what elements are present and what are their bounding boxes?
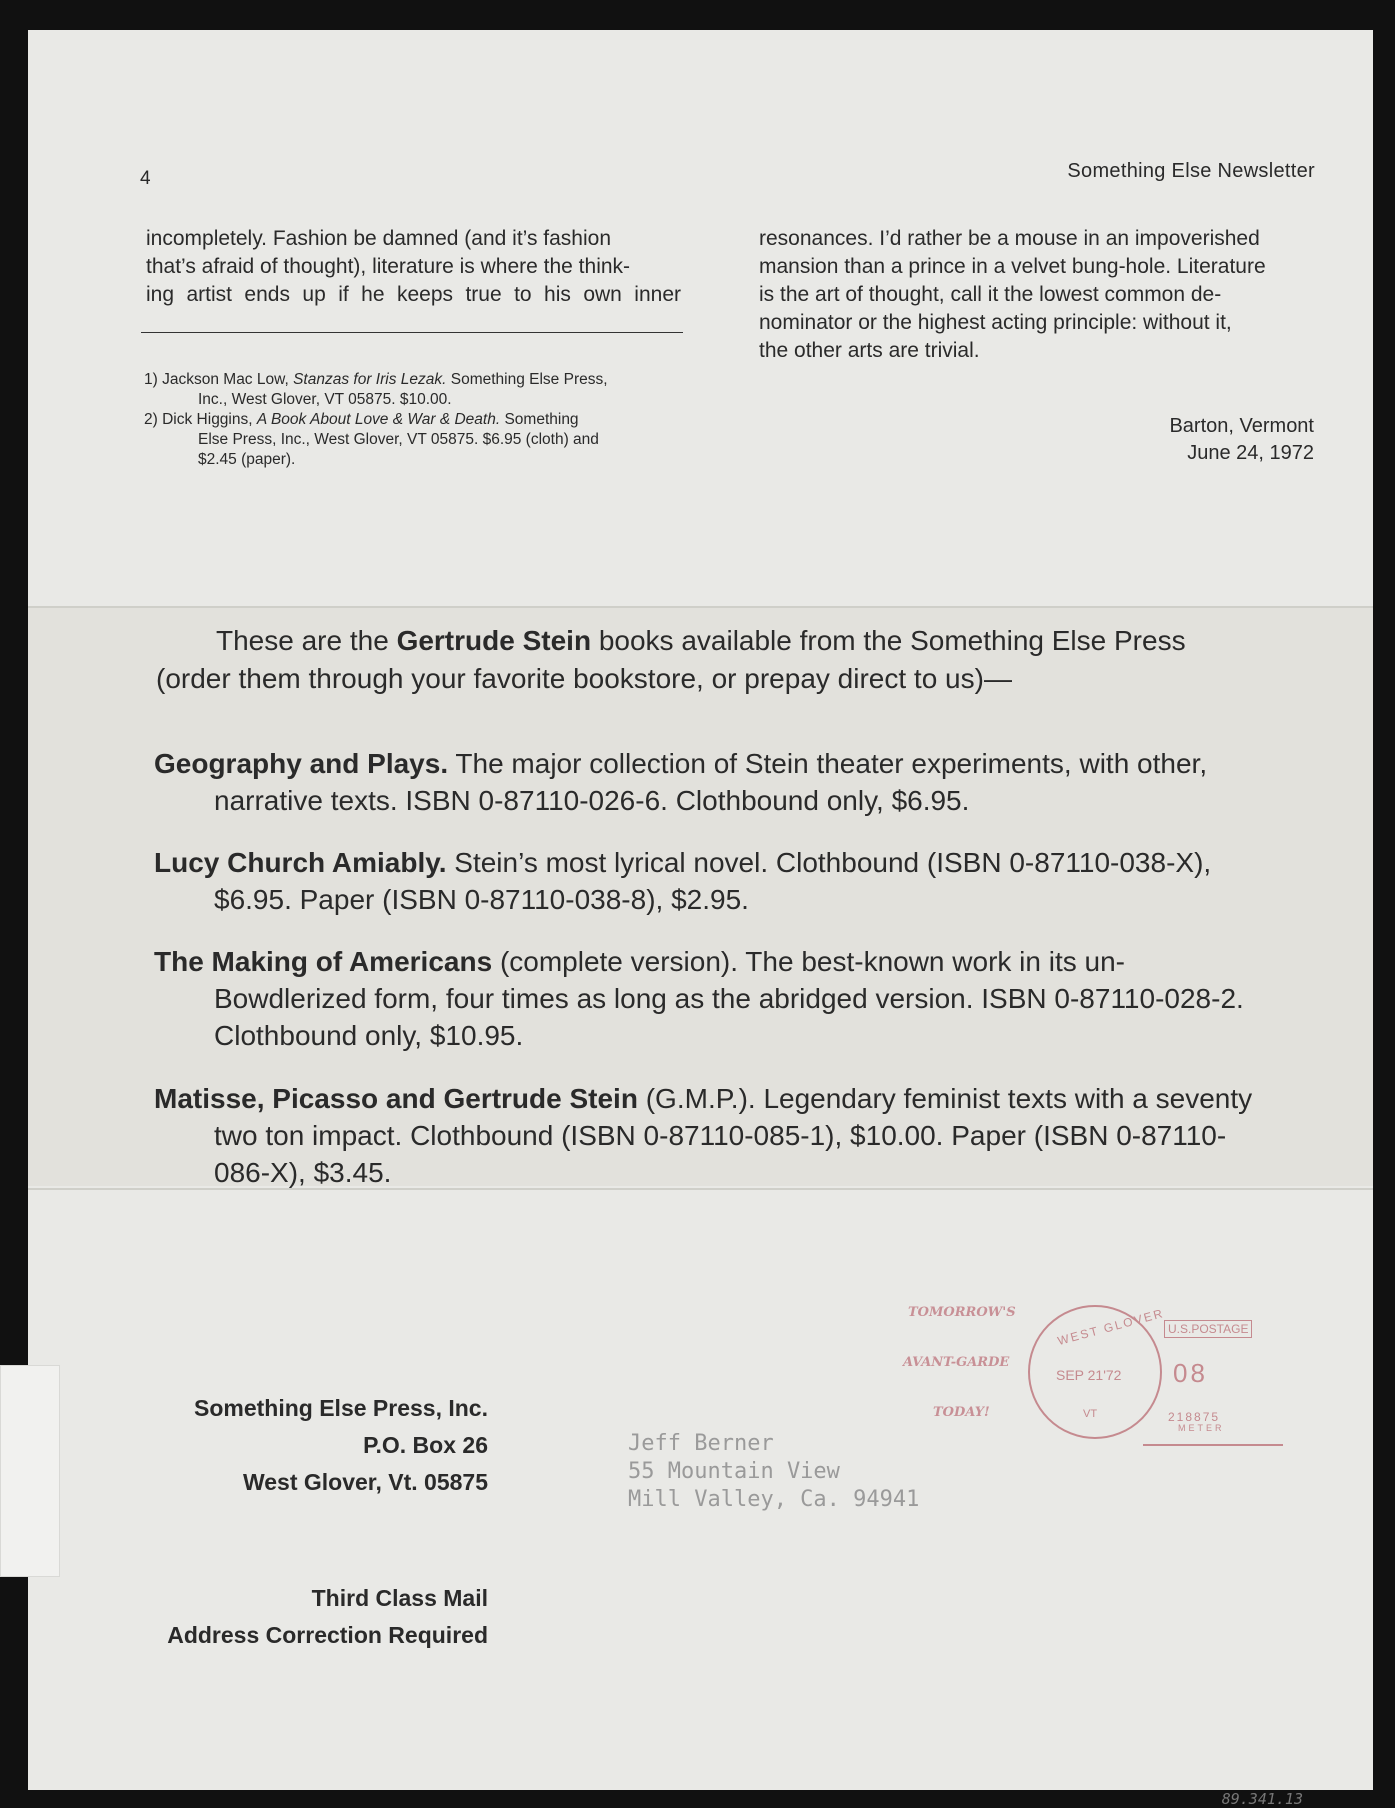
postmark-state: VT [1083,1408,1098,1420]
book-description: narrative texts. ISBN 0-87110-026-6. Clothbound only, $6.95. [214,785,970,816]
footnote-publisher: Something [504,411,579,428]
mail-class-line: Third Class Mail [311,1585,488,1611]
book-description: (complete version). The best-known work in its un- [499,946,1126,977]
book-entry [154,844,1324,918]
return-address-line: West Glover, Vt. 05875 [242,1469,488,1495]
footnote-number: 1) [144,371,158,388]
text-line: the other arts are trivial. [759,339,980,362]
recipient-address [628,1430,919,1514]
book-list-intro [156,622,1324,698]
meter-number: 218875 [1168,1410,1221,1424]
postage-amount: 08 [1173,1358,1208,1388]
book-title: The Making of Americans [154,946,493,977]
book-description: (G.M.P.). Legendary feminist texts with a seventy [645,1083,1253,1114]
newsletter-page [28,30,1373,1808]
dateline [1169,413,1314,467]
right-column-text [759,225,1307,365]
footnote-author: Jackson Mac Low, [162,371,289,388]
return-address-line: Something Else Press, Inc. [194,1395,488,1421]
intro-text: books available from the Something Else Press [598,625,1186,656]
text-line: resonances. I’d rather be a mouse in an impoverished [759,227,1260,250]
dateline-date: June 24, 1972 [1187,442,1314,464]
footnote-2 [144,410,680,470]
tape-strip [0,1365,60,1577]
book-description: The major collection of Stein theater experiments, with other, [455,748,1208,779]
postage-meter-stamp [878,1260,1298,1460]
postmark-date: SEP 21'72 [1056,1367,1122,1383]
fold-line-top [28,606,1373,608]
meter-slogan: TODAY! [933,1405,990,1420]
book-description: Bowdlerized form, four times as long as the abridged version. ISBN 0-87110-028-2. [214,983,1244,1014]
book-description: $6.95. Paper (ISBN 0-87110-038-8), $2.95. [214,884,749,915]
postmark-town: WEST GLOVER [1056,1306,1166,1348]
footnote-continuation: $2.45 (paper). [198,451,296,468]
intro-text: (order them through your favorite bookstore, or prepay direct to us)— [156,663,1012,694]
running-head: Something Else Newsletter [1067,160,1315,182]
text-line: ing artist ends up if he keeps true to his own inner [146,283,681,306]
meter-slogan: AVANT-GARDE [903,1355,1010,1370]
meter-slogan: TOMORROW'S [908,1305,1016,1320]
text-line: mansion than a prince in a velvet bung-hole. Literature [759,255,1266,278]
book-title: Lucy Church Amiably. [154,847,447,878]
text-line: that’s afraid of thought), literature is where the think- [146,255,631,278]
footnote-rule [141,332,683,333]
book-entry [154,745,1324,819]
footnote-title: Stanzas for Iris Lezak. [293,371,447,388]
footnote-number: 2) [144,411,158,428]
footnote-publisher: Something Else Press, [450,371,608,388]
intro-text: These are the [216,625,389,656]
return-address [28,1390,488,1501]
meter-underline [1143,1444,1283,1446]
book-description: two ton impact. Clothbound (ISBN 0-87110-085-1), $10.00. Paper (ISBN 0-87110- [214,1120,1227,1151]
book-entry [154,943,1324,1054]
text-line: nominator or the highest acting principle: without it, [759,311,1232,334]
book-description: 086-X), $3.45. [214,1157,392,1188]
catalog-number: 89.341.13 [1221,1790,1303,1808]
recipient-line: Mill Valley, Ca. 94941 [628,1487,920,1512]
intro-author: Gertrude Stein [396,625,592,656]
footnote-continuation: Inc., West Glover, VT 05875. $10.00. [198,391,452,408]
recipient-line: Jeff Berner [628,1431,774,1456]
dateline-place: Barton, Vermont [1169,415,1314,437]
text-line: incompletely. Fashion be damned (and it’s fashion [146,227,611,250]
footnote-author: Dick Higgins, [162,411,253,428]
recipient-line: 55 Mountain View [628,1459,840,1484]
book-title: Geography and Plays. [154,748,449,779]
page-number: 4 [140,168,151,189]
footnote-1 [144,370,680,410]
footnote-title: A Book About Love & War & Death. [256,411,501,428]
left-column-text [146,225,681,309]
mail-class [28,1580,488,1654]
book-title: Matisse, Picasso and Gertrude Stein [154,1083,638,1114]
meter-label: METER [1178,1423,1225,1433]
footnote-continuation: Else Press, Inc., West Glover, VT 05875. $6.95 (cloth) and [198,431,599,448]
return-address-line: P.O. Box 26 [363,1432,488,1458]
book-description: Clothbound only, $10.95. [214,1020,524,1051]
postage-label: U.S.POSTAGE [1164,1320,1252,1338]
book-entry [154,1080,1324,1191]
text-line: is the art of thought, call it the lowest common de- [759,283,1222,306]
book-description: Stein’s most lyrical novel. Clothbound (ISBN 0-87110-038-X), [454,847,1212,878]
mail-class-line: Address Correction Required [167,1622,488,1648]
